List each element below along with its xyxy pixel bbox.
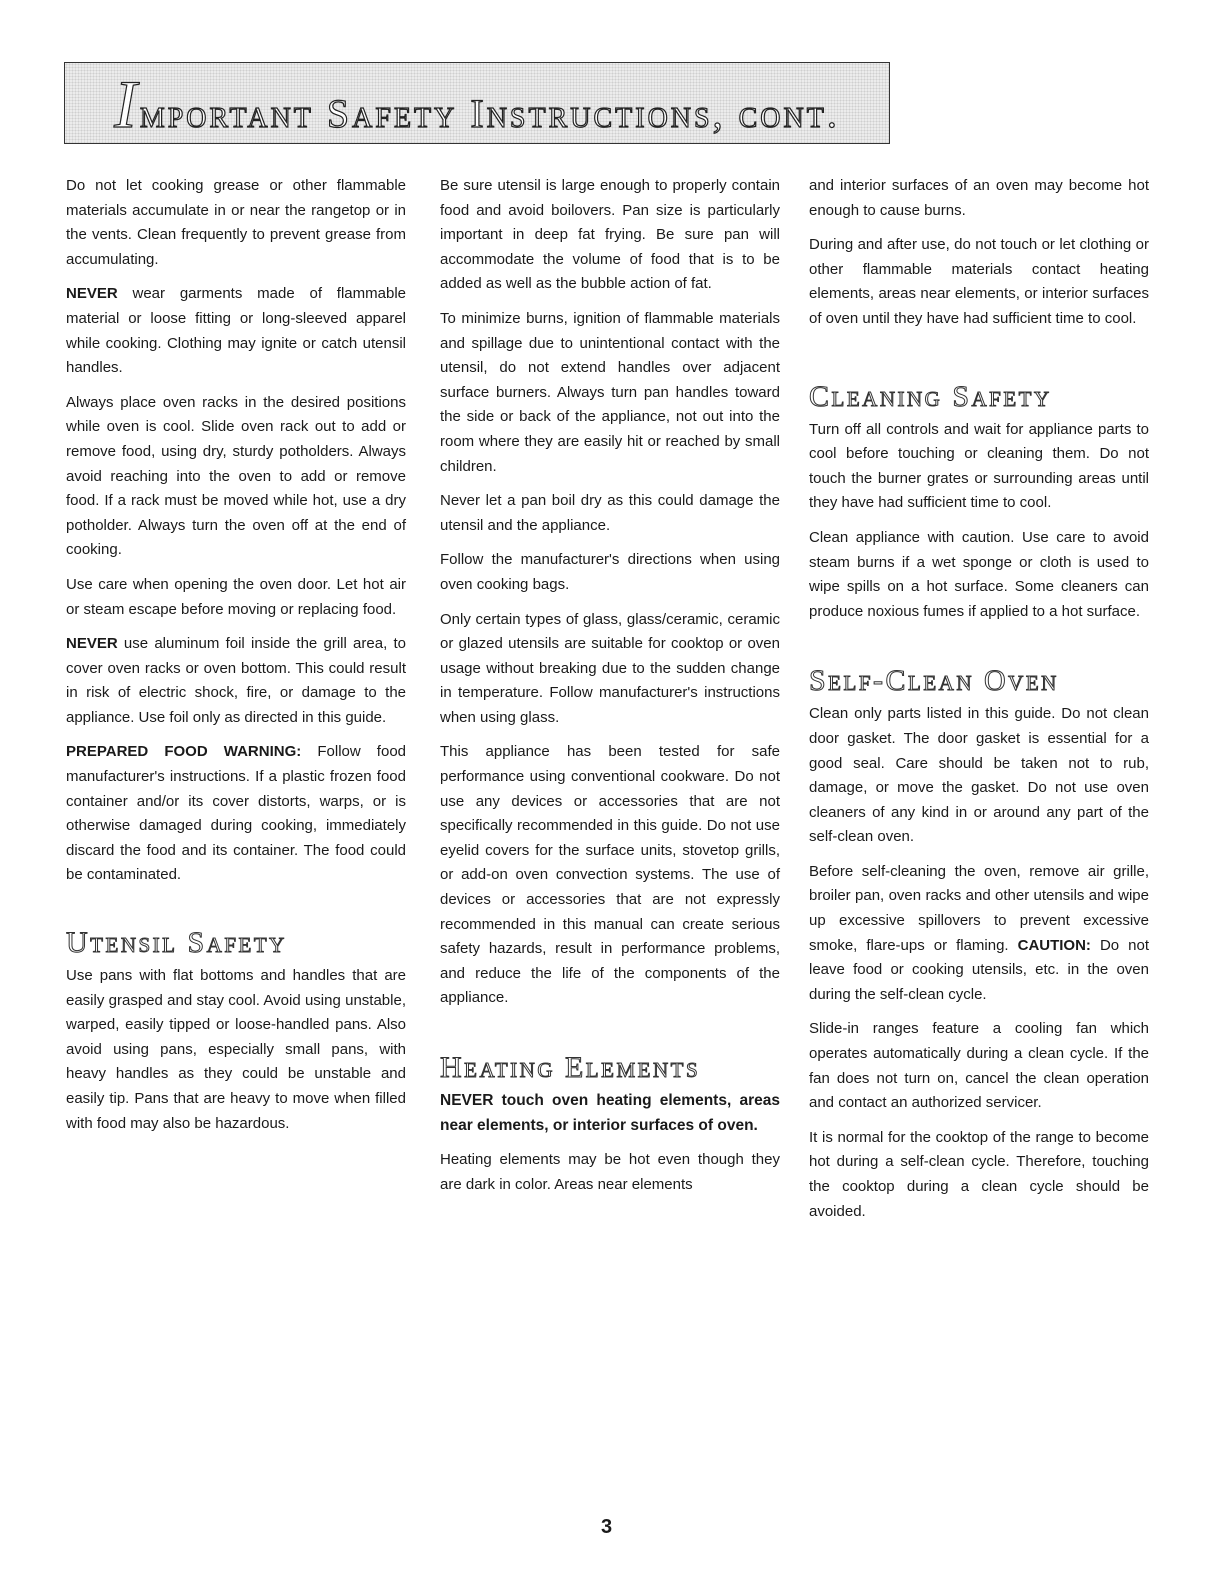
section-heading-utensil-safety: Utensil Safety (66, 926, 287, 960)
paragraph: Heating elements may be hot even though they are dark in color. Areas near elements (440, 1151, 780, 1193)
paragraph (66, 282, 406, 380)
column-1 (66, 174, 406, 1146)
warning-label: PREPARED FOOD WARNING: (66, 743, 302, 761)
paragraph (66, 740, 406, 888)
paragraph: Turn off all controls and wait for appliance parts to cool before touching or cleaning them. Do not touch the burner grates or surrounding areas until they have had sufficient time to cool. (809, 420, 1149, 512)
title-banner (64, 62, 890, 144)
lead-word: NEVER (66, 285, 118, 303)
column-2 (440, 174, 780, 1207)
paragraph-text: Before self-cleaning the oven, remove air grille, broiler pan, oven racks and other utensils and wipe up excessive spillovers to prevent excessive smoke, flare-ups or flaming. (809, 862, 1149, 954)
paragraph: Clean only parts listed in this guide. Do not clean door gasket. The door gasket is essential for a good seal. Care should be taken not to rub, damage, or move the gasket. Do not use oven cleaners of any kind in or around any part of the self-clean oven. (809, 705, 1149, 846)
paragraph-text: wear garments made of flammable material or loose fitting or long-sleeved apparel while cooking. Clothing may ignite or catch utensil handles. (66, 285, 406, 377)
paragraph: Clean appliance with caution. Use care to avoid steam burns if a wet sponge or cloth is used to wipe spills on a hot surface. Some cleaners can produce noxious fumes if applied to a hot surface. (809, 528, 1149, 620)
column-3 (809, 174, 1149, 1234)
paragraph: It is normal for the cooktop of the range to become hot during a self-clean cycle. Therefore, touching the cooktop during a clean cycle should be avoided. (809, 1128, 1149, 1220)
section-heading-cleaning-safety: Cleaning Safety (809, 379, 1052, 413)
title-initial: I (114, 66, 140, 142)
paragraph: To minimize burns, ignition of flammable materials and spillage due to unintentional contact with the utensil, do not extend handles over adjacent surface burners. Always turn pan handles toward the side or back of the appliance, not out into the room where they are easily hit or reached by small children. (440, 309, 780, 475)
page-number: 3 (600, 1516, 613, 1538)
paragraph: Use care when opening the oven door. Let hot air or steam escape before moving or replacing food. (66, 575, 406, 618)
warning-paragraph: NEVER touch oven heating elements, areas near elements, or interior surfaces of oven. (440, 1092, 780, 1134)
paragraph-text: Follow food manufacturer's instructions. If a plastic frozen food container and/or its cover distorts, warps, or is otherwise damaged during cooking, immediately discard the food and its container. The food could be contaminated. (66, 743, 406, 884)
lead-word: NEVER (66, 635, 118, 653)
paragraph: Be sure utensil is large enough to properly contain food and avoid boilovers. Pan size is particularly important in deep fat frying. Be sure pan will accommodate the volume of food that is to be added as well as the bubble action of fat. (440, 177, 780, 293)
paragraph: Do not let cooking grease or other flammable materials accumulate in or near the rangetop or in the vents. Clean frequently to prevent grease from accumulating. (66, 177, 406, 268)
paragraph: Never let a pan boil dry as this could damage the utensil and the appliance. (440, 492, 780, 534)
section-heading-heating-elements: Heating Elements (440, 1051, 701, 1084)
paragraph: Always place oven racks in the desired positions while oven is cool. Slide oven rack out to add or remove food, using dry, sturdy potholders. Always avoid reaching into the oven to add or remove food. If a rack must be moved while hot, use a dry potholder. Always turn the oven off at the end of cooking. (66, 393, 406, 559)
paragraph: Use pans with flat bottoms and handles that are easily grasped and stay cool. Avoid using unstable, warped, easily tipped or loose-handled pans. Also avoid using pans, especially small pans, with heavy handles as they could be unstable and easily tip. Pans that are heavy to move when filled with food may also be hazardous. (66, 967, 406, 1132)
caution-label: CAUTION: (1017, 936, 1091, 954)
title-rest: mportant Safety Instructions, cont. (139, 91, 840, 136)
paragraph (66, 632, 406, 730)
paragraph (809, 860, 1149, 1008)
paragraph-text: Do not leave food or cooking utensils, etc. in the oven during the self-clean cycle. (809, 936, 1149, 1003)
page-title (65, 65, 889, 144)
section-heading-self-clean-oven: Self-Clean Oven (809, 664, 1059, 698)
paragraph: and interior surfaces of an oven may become hot enough to cause burns. (809, 177, 1149, 219)
paragraph: During and after use, do not touch or let clothing or other flammable materials contact heating elements, areas near elements, or interior surfaces of oven until they have had sufficient time to cool. (809, 236, 1149, 327)
paragraph: Slide-in ranges feature a cooling fan which operates automatically during a clean cycle. If the fan does not turn on, cancel the clean operation and contact an authorized servicer. (809, 1020, 1149, 1112)
paragraph: This appliance has been tested for safe performance using conventional cookware. Do not use any devices or accessories that are not specifically recommended in this guide. Do not use eyelid covers for the surface units, stovetop grills, or add-on oven convection systems. The use of devices or accessories that are not expressly recommended in this manual can create serious safety hazards, result in performance problems, and reduce the life of the components of the appliance. (440, 743, 780, 1007)
paragraph-text: use aluminum foil inside the grill area, to cover oven racks or oven bottom. This could result in risk of electric shock, fire, or damage to the appliance. Use foil only as directed in this guide. (66, 635, 406, 726)
paragraph: Follow the manufacturer's directions when using oven cooking bags. (440, 551, 780, 593)
paragraph: Only certain types of glass, glass/ceramic, ceramic or glazed utensils are suitable for cooktop or oven usage without breaking due to the sudden change in temperature. Follow manufacturer's instructions when using glass. (440, 610, 780, 726)
